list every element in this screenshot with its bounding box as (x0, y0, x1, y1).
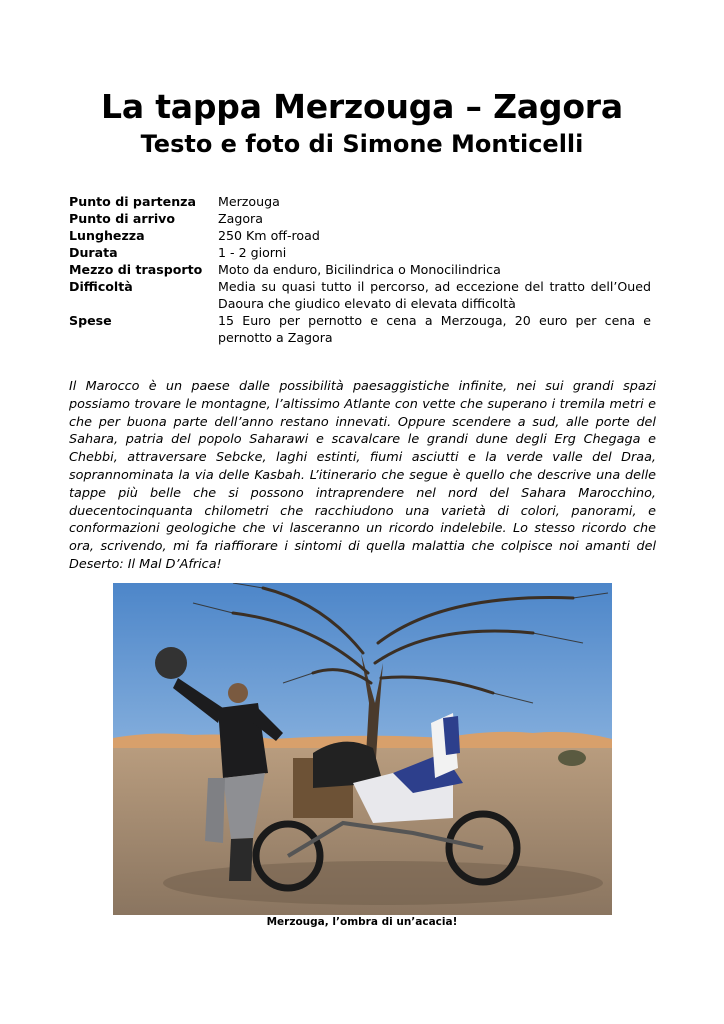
info-label: Lunghezza (69, 228, 145, 243)
info-label: Mezzo di trasporto (69, 262, 203, 277)
info-value: Zagora (218, 211, 263, 226)
info-value: 250 Km off-road (218, 228, 320, 243)
info-row-duration (69, 244, 651, 261)
page-title: La tappa Merzouga – Zagora (101, 87, 623, 126)
info-value: Media su quasi tutto il percorso, ad eccezione del tratto dell’Oued Daoura che giudico elevato di elevata difficoltà (218, 279, 651, 311)
info-row-start (69, 193, 651, 210)
page-subtitle: Testo e foto di Simone Monticelli (140, 130, 584, 158)
info-label: Punto di arrivo (69, 211, 176, 226)
intro-paragraph: Il Marocco è un paese dalle possibilità paesaggistiche infinite, nei sui grandi spazi possiamo trovare le montagne, l’altissimo Atlante con vette che superano i tremila metri e che per buona parte dell’anno restano innevati. Oppure scendere a sud, alle porte del Sahara, patria del popolo Saharawi e scavalcare le grandi dune degli Erg Chegaga e Chebbi, attraversare Sebcke, laghi estinti, fiumi asciutti e la verde valle del Draa, soprannominata la via delle Kasbah. L’itinerario che segue è quello che descrive una delle tappe più belle che si possono intraprendere nel nord del Sahara Marocchino, duecentocinquanta chilometri che racchiudono una varietà di colori, panorami, e conformazioni geologiche che vi lasceranno un ricordo indelebile. Lo stesso ricordo che ora, scrivendo, mi fa riaffiorare i sintomi di quella malattia che colpisce noi amanti del Deserto: Il Mal D’Africa! (69, 379, 656, 572)
info-row-difficulty (69, 278, 651, 312)
info-row-transport (69, 261, 651, 278)
photo-caption: Merzouga, l’ombra di un’acacia! (266, 916, 458, 928)
info-row-end (69, 210, 651, 227)
info-row-costs (69, 312, 651, 346)
info-value: 1 - 2 giorni (218, 245, 287, 260)
info-label: Spese (69, 313, 112, 328)
trip-info-table (69, 193, 651, 346)
info-value: 15 Euro per pernotto e cena a Merzouga, 20 euro per cena e pernotto a Zagora (218, 313, 651, 345)
info-label: Difficoltà (69, 279, 133, 294)
desert-motorcycle-photo (113, 583, 612, 915)
info-label: Punto di partenza (69, 194, 197, 209)
info-row-length (69, 227, 651, 244)
info-value: Merzouga (218, 194, 280, 209)
info-value: Moto da enduro, Bicilindrica o Monocilindrica (218, 262, 501, 277)
info-label: Durata (69, 245, 118, 260)
